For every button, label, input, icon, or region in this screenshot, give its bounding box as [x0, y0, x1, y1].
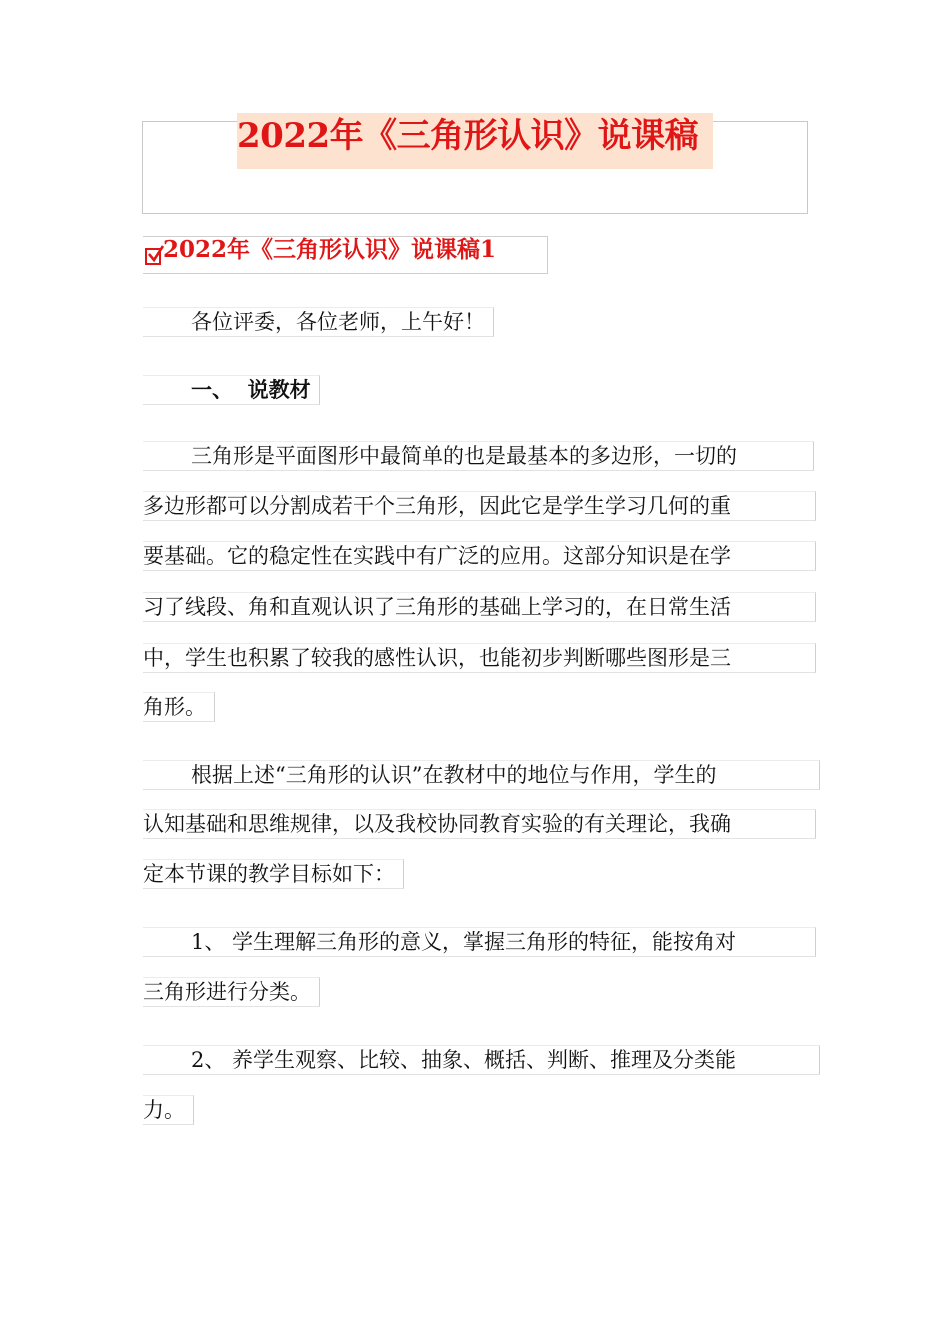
paragraph-line: 根据上述“三角形的认识”在教材中的地位与作用，学生的 [143, 760, 820, 790]
paragraph-line: 定本节课的教学目标如下： [143, 859, 404, 889]
section-heading: 一、 说教材 [143, 375, 320, 405]
goal-item: 2、 养学生观察、比较、抽象、概括、判断、推理及分类能 [143, 1045, 820, 1075]
paragraph-line: 三角形是平面图形中最简单的也是最基本的多边形，一切的 [143, 441, 814, 471]
goal-item-continued: 力。 [143, 1095, 194, 1125]
paragraph-line: 中，学生也积累了较我的感性认识，也能初步判断哪些图形是三 [143, 643, 816, 673]
paragraph-line: 多边形都可以分割成若干个三角形，因此它是学生学习几何的重 [143, 491, 816, 521]
paragraph-line: 习了线段、角和直观认识了三角形的基础上学习的，在日常生活 [143, 592, 816, 622]
goal-item-continued: 三角形进行分类。 [143, 977, 320, 1007]
paragraph-line: 要基础。它的稳定性在实践中有广泛的应用。这部分知识是在学 [143, 541, 816, 571]
goal-item: 1、 学生理解三角形的意义，掌握三角形的特征，能按角对 [143, 927, 816, 957]
paragraph-line: 认知基础和思维规律，以及我校协同教育实验的有关理论，我确 [143, 809, 816, 839]
greeting-line: 各位评委，各位老师，上午好！ [143, 307, 494, 337]
document-title: 2022年《三角形认识》说课稿 [237, 113, 713, 169]
paragraph-line: 角形。 [143, 692, 215, 722]
checkbox-icon [145, 248, 161, 265]
section-subtitle: 2022年《三角形认识》说课稿1 [163, 236, 497, 263]
